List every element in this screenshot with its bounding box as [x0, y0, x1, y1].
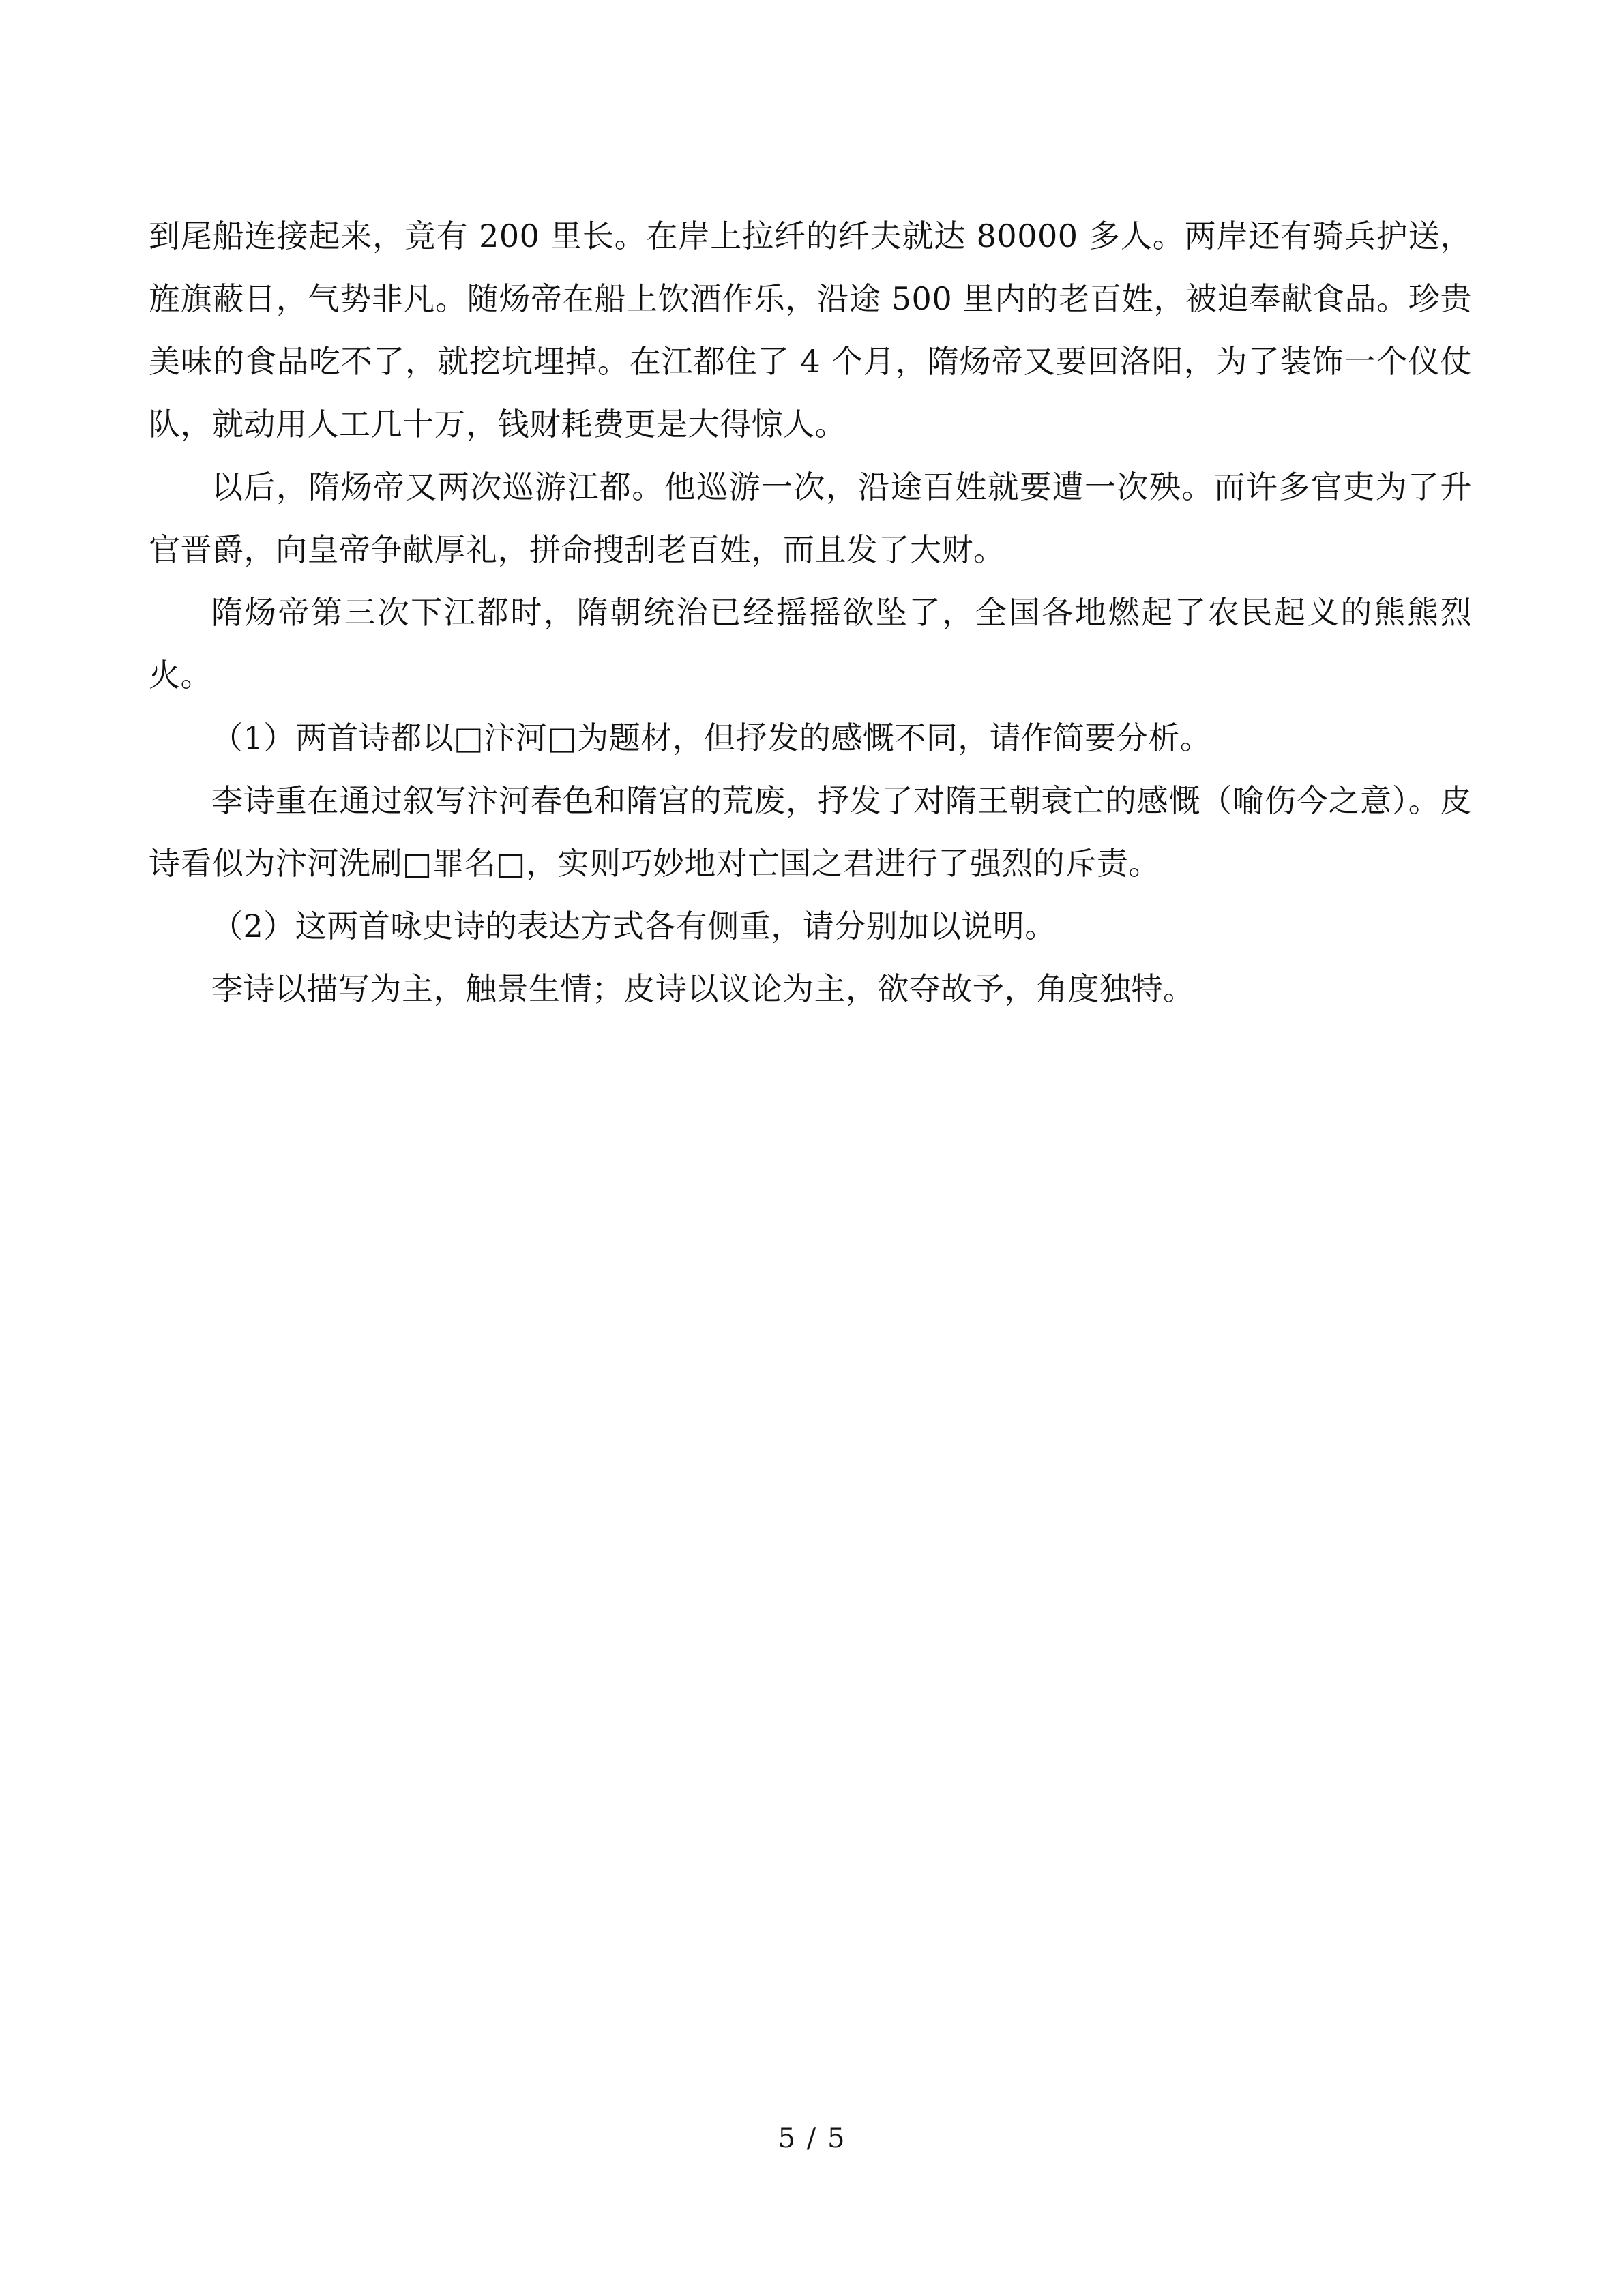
- question-2: （2）这两首咏史诗的表达方式各有侧重，请分别加以说明。: [211, 908, 1057, 944]
- answer-2: 李诗以描写为主，触景生情；皮诗以议论为主，欲夺故予，角度独特。: [211, 970, 1195, 1007]
- paragraph-continuation: 到尾船连接起来，竟有 200 里长。在岸上拉纤的纤夫就达 80000 多人。两岸还有骑兵护送，旌旗蔽日，气势非凡。随炀帝在船上饮酒作乐，沿途 500 里内的老百姓，被迫奉献食品。珍贵美味的食品吃不了，就挖坑埋掉。在江都住了 4 个月，隋炀帝又要回洛阳，为了装饰一个仪仗队，就动用人工几十万，钱财耗费更是大得惊人。: [149, 218, 1472, 443]
- document-body: [149, 205, 1472, 1020]
- paragraph-later-tours: 以后，隋炀帝又两次巡游江都。他巡游一次，沿途百姓就要遭一次殃。而许多官吏为了升官晋爵，向皇帝争献厚礼，拼命搜刮老百姓，而且发了大财。: [149, 468, 1472, 568]
- paragraph-third-trip: 隋炀帝第三次下江都时，隋朝统治已经摇摇欲坠了，全国各地燃起了农民起义的熊熊烈火。: [149, 594, 1472, 694]
- answer-1: 李诗重在通过叙写汴河春色和隋宫的荒废，抒发了对隋王朝衰亡的感慨（喻伤今之意）。皮诗看似为汴河洗刷□罪名□，实则巧妙地对亡国之君进行了强烈的斥责。: [149, 782, 1472, 882]
- question-1: （1）两首诗都以□汴河□为题材，但抒发的感慨不同，请作简要分析。: [211, 719, 1212, 756]
- page-number: 5 / 5: [778, 2123, 846, 2154]
